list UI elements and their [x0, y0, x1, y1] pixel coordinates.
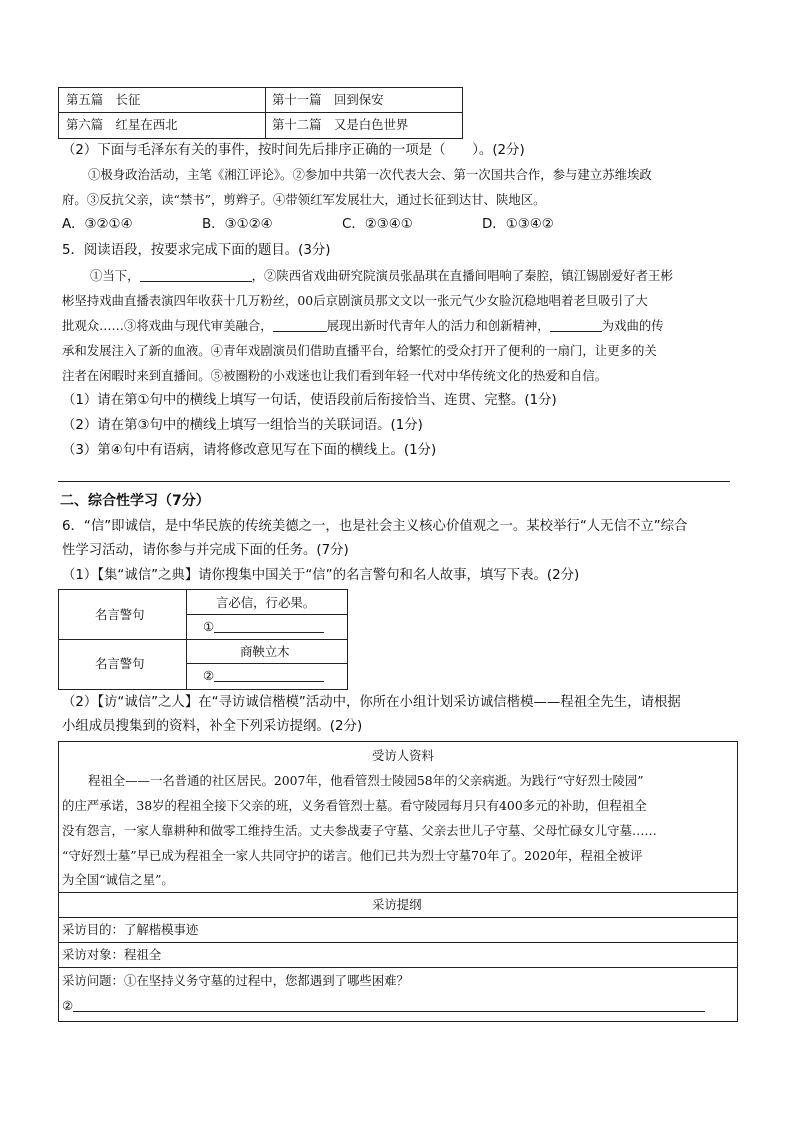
event-list-line: ①极身政治活动，主笔《湘江评论》。②参加中共第一次代表大会、第一次国共合作，参与建立苏维埃政	[88, 167, 652, 182]
question-stem: （2）下面与毛泽东有关的事件，按时间先后排序正确的一项是（ ）。(2分)	[62, 143, 525, 158]
table-cell: 第十一篇 回到保安	[272, 92, 384, 107]
sub-question: （1）请在第①句中的横线上填写一句话，使语段前后衔接恰当、连贯、完整。(1分)	[62, 393, 557, 408]
passage-line	[62, 315, 664, 337]
task-title: 小组成员搜集到的资料，补全下列采访提纲。(2分)	[62, 719, 363, 734]
answer-blank[interactable]	[214, 618, 324, 633]
table-cell: 第十二篇 又是白色世界	[272, 117, 409, 132]
blank-marker: ②	[203, 668, 215, 683]
interview-line: 为全国“诚信之星”。	[62, 872, 174, 887]
table-label: 名言警句	[95, 607, 145, 622]
question-stem: 6．“信”即诚信，是中华民族的传统美德之一，也是社会主义核心价值观之一。某校举行“人无信不立”综合	[62, 519, 688, 534]
interview-title: 受访人资料	[372, 748, 434, 763]
answer-blank[interactable]	[214, 667, 324, 682]
passage-line: 彬坚持戏曲直播表演四年收获十几万粉丝，00后京剧演员那文文以一张元气少女脸沉稳地唱着老旦吸引了大	[62, 293, 648, 308]
outline-target: 采访对象：程祖全	[62, 947, 162, 962]
option-c[interactable]: C．②③④①	[342, 217, 413, 232]
task-title: （1）【集“诚信”之典】请你搜集中国关于“信”的名言警句和名人故事，填写下表。(2分)	[62, 568, 580, 583]
passage-text: 批观众……③将戏曲与现代审美融合，	[62, 318, 273, 333]
question-stem: 5．阅读语段，按要求完成下面的题目。(3分)	[62, 243, 331, 258]
interview-line: 没有怨言，一家人靠耕种和做零工维持生活。丈夫参战妻子守墓、父亲去世儿子守墓、父母忙碌女儿守墓……	[62, 823, 657, 838]
answer-blank[interactable]	[73, 997, 705, 1012]
outline-purpose: 采访目的：了解楷模事迹	[62, 922, 199, 937]
event-list-line: 府。③反抗父亲，读“禁书”，剪辫子。④带领红军发展壮大，通过长征到达甘、陕地区。	[62, 192, 546, 207]
sub-question: （3）第④句中有语病，请将修改意见写在下面的横线上。(1分)	[62, 443, 437, 458]
table-cell: 言必信，行必果。	[216, 595, 316, 610]
outline-questions: 采访问题：①在坚持义务守墓的过程中，您都遇到了哪些困难？	[62, 973, 409, 988]
blank-marker: ②	[62, 998, 74, 1013]
answer-blank[interactable]	[550, 317, 602, 332]
passage-text: 为戏曲的传	[601, 318, 664, 333]
section-heading: 二、综合性学习（7分）	[60, 493, 210, 509]
interview-line: “守好烈士墓”早已成为程祖全一家人共同守护的诺言。他们已共为烈士守墓70年了。2020年，程祖全被评	[62, 848, 643, 863]
interview-line: 程祖全——一名普通的社区居民。2007年，他看管烈士陵园58年的父亲病逝。为践行“守好烈士陵园”	[88, 773, 644, 788]
blank-marker: ①	[203, 619, 215, 634]
sub-question: （2）请在第③句中的横线上填写一组恰当的关联词语。(1分)	[62, 418, 423, 433]
task-title: （2）【访“诚信”之人】在“寻访诚信楷模”活动中，你所在小组计划采访诚信楷模——程祖全先生，请根据	[62, 695, 681, 710]
table-cell	[203, 616, 324, 638]
passage-line	[90, 265, 673, 287]
table-cell: 商鞅立木	[240, 644, 290, 659]
passage-line: 注者在闲暇时来到直播间。⑤被圈粉的小戏迷也让我们看到年轻一代对中华传统文化的热爱和自信。	[62, 368, 608, 383]
outline-question-2	[62, 995, 705, 1017]
answer-line[interactable]	[58, 481, 730, 482]
passage-text: 展现出新时代青年人的活力和创新精神，	[326, 318, 550, 333]
option-a[interactable]: A．③②①④	[62, 217, 133, 232]
answer-blank[interactable]	[140, 267, 252, 282]
answer-blank[interactable]	[273, 317, 327, 332]
option-b[interactable]: B．③①②④	[202, 217, 273, 232]
table-cell	[203, 665, 324, 687]
table-cell: 第五篇 长征	[66, 92, 141, 107]
interview-line: 的庄严承诺，38岁的程祖全接下父亲的班，义务看管烈士墓。看守陵园每月只有400多元的补助，但程祖全	[62, 798, 647, 813]
question-stem: 性学习活动，请你参与并完成下面的任务。(7分)	[62, 543, 349, 558]
outline-title: 采访提纲	[372, 897, 422, 912]
option-d[interactable]: D．①③④②	[482, 217, 554, 232]
passage-text: ①当下，	[90, 268, 140, 283]
passage-line: 承和发展注入了新的血液。④青年戏剧演员们借助直播平台，给繁忙的受众打开了便利的一扇门，让更多的关	[62, 343, 657, 358]
table-cell: 第六篇 红星在西北	[66, 117, 178, 132]
passage-text: ，②陕西省戏曲研究院演员张晶琪在直播间唱响了秦腔，镇江锡剧爱好者王彬	[251, 268, 673, 283]
table-label: 名言警句	[95, 656, 145, 671]
